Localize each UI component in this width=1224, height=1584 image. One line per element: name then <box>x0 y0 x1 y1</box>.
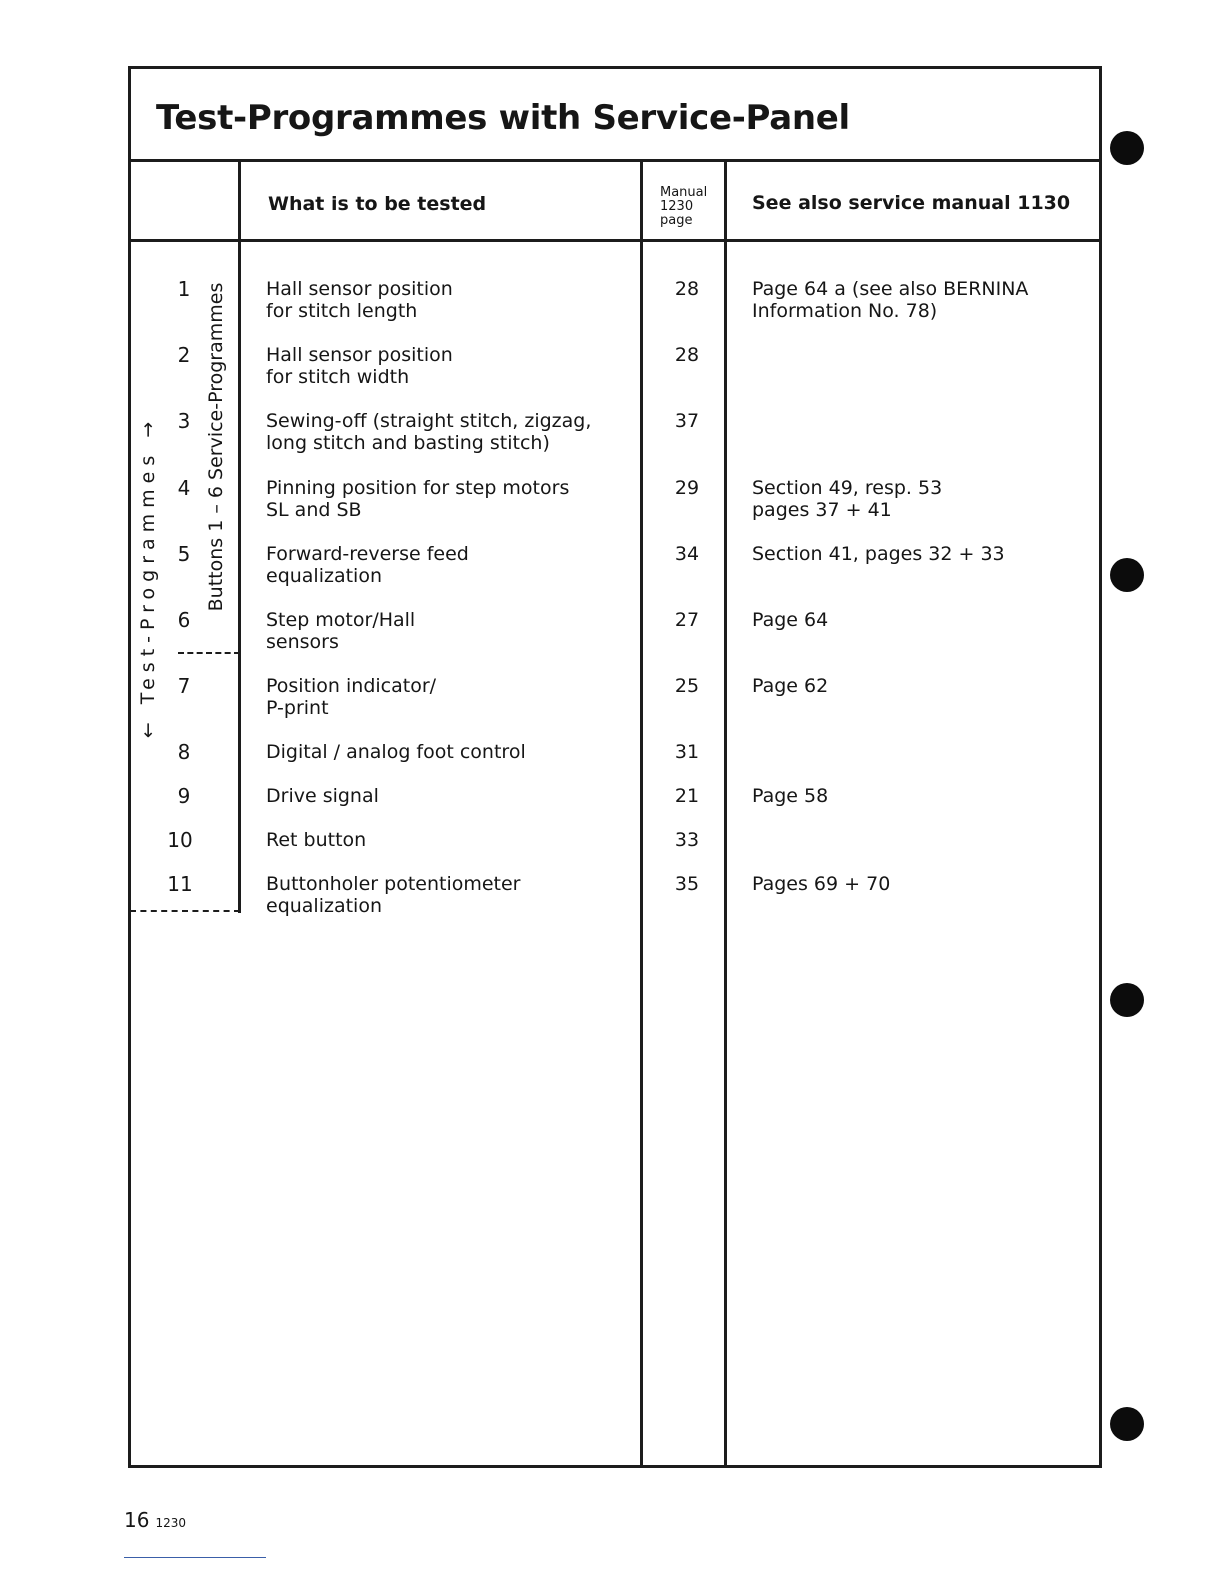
row-manual-page: 33 <box>674 829 700 851</box>
binder-hole-2 <box>1110 558 1144 592</box>
binder-hole-3 <box>1110 983 1144 1017</box>
row-description: Forward-reverse feed equalization <box>266 543 469 587</box>
service-programmes-label: Buttons 1 – 6 Service-Programmes <box>205 282 227 612</box>
page-footer <box>124 1508 186 1535</box>
row-number: 6 <box>177 608 191 632</box>
binder-hole-4 <box>1110 1407 1144 1441</box>
test-programmes-label: ← Test-Programmes → <box>137 415 159 739</box>
header-see-also: See also service manual 1130 <box>752 192 1071 214</box>
manual-code: 1230 <box>155 1516 186 1530</box>
row-manual-page: 29 <box>674 477 700 499</box>
row-manual-page: 34 <box>674 543 700 565</box>
row-reference: Section 41, pages 32 + 33 <box>752 543 1005 565</box>
row-number: 2 <box>177 343 191 367</box>
header-divider <box>130 239 1102 242</box>
row-manual-page: 21 <box>674 785 700 807</box>
table-frame <box>128 66 1102 1468</box>
row-manual-page: 28 <box>674 344 700 366</box>
row-reference: Page 64 a (see also BERNINA Information No. 78) <box>752 278 1029 322</box>
row-number: 3 <box>177 409 191 433</box>
row-manual-page: 35 <box>674 873 700 895</box>
row-number: 4 <box>177 476 191 500</box>
column-rule-3 <box>724 161 727 1466</box>
row-number: 11 <box>167 872 193 896</box>
row-manual-page: 31 <box>674 741 700 763</box>
row-description: Drive signal <box>266 785 379 807</box>
row-number: 5 <box>177 542 191 566</box>
row-number: 7 <box>177 674 191 698</box>
binder-hole-1 <box>1110 131 1144 165</box>
row-number: 9 <box>177 784 191 808</box>
row-description: Digital / analog foot control <box>266 741 526 763</box>
row-manual-page: 28 <box>674 278 700 300</box>
header-manual-page: Manual 1230 page <box>660 185 708 228</box>
row-description: Pinning position for step motors SL and SB <box>266 477 570 521</box>
column-rule-1 <box>238 161 241 913</box>
page-number: 16 <box>124 1508 150 1532</box>
row-manual-page: 25 <box>674 675 700 697</box>
row-description: Ret button <box>266 829 367 851</box>
dashed-divider-bottom <box>130 910 240 912</box>
footer-rule <box>124 1557 266 1558</box>
row-description: Hall sensor position for stitch width <box>266 344 453 388</box>
row-number: 8 <box>177 740 191 764</box>
row-number: 10 <box>167 828 193 852</box>
column-rule-2 <box>640 161 643 1466</box>
row-reference: Pages 69 + 70 <box>752 873 891 895</box>
row-description: Hall sensor position for stitch length <box>266 278 453 322</box>
row-reference: Section 49, resp. 53 pages 37 + 41 <box>752 477 943 521</box>
title-divider <box>130 159 1102 162</box>
row-description: Position indicator/ P-print <box>266 675 437 719</box>
row-reference: Page 58 <box>752 785 829 807</box>
page-title: Test-Programmes with Service-Panel <box>156 98 850 138</box>
header-tested: What is to be tested <box>268 193 487 215</box>
row-manual-page: 27 <box>674 609 700 631</box>
row-description: Step motor/Hall sensors <box>266 609 416 653</box>
row-description: Sewing-off (straight stitch, zigzag, long stitch and basting stitch) <box>266 410 592 454</box>
row-description: Buttonholer potentiometer equalization <box>266 873 521 917</box>
row-number: 1 <box>177 277 191 301</box>
dashed-divider-service <box>178 652 240 654</box>
row-reference: Page 62 <box>752 675 829 697</box>
row-manual-page: 37 <box>674 410 700 432</box>
row-reference: Page 64 <box>752 609 829 631</box>
